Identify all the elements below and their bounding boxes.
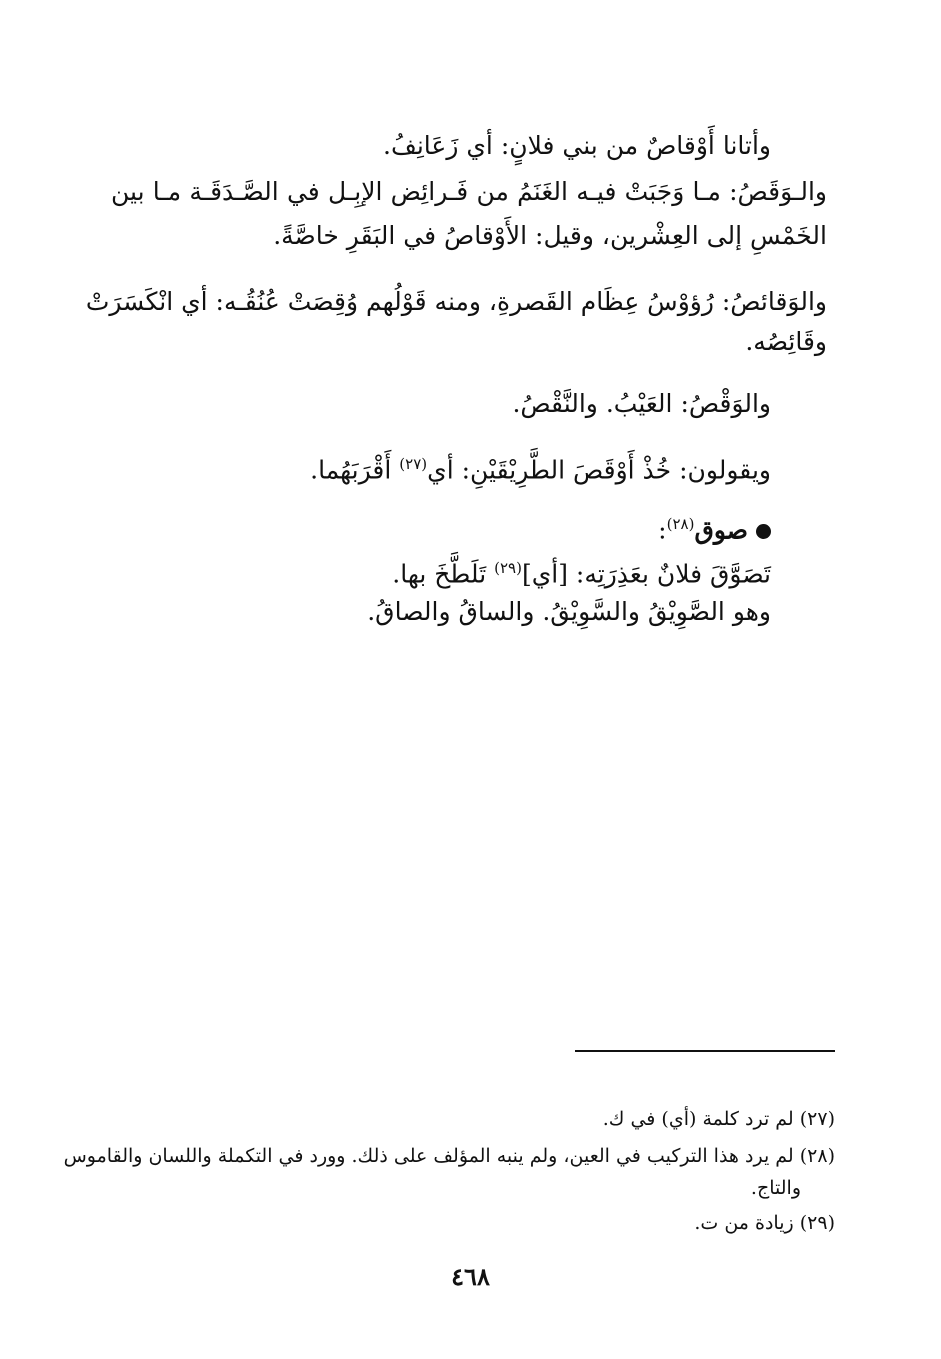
text-line: والوَقائصُ: رُؤوْسُ عِظَام القَصرةِ، ومنه قَوْلُهم وُقِصَتْ عُنُقُـه: أي انْكَسَرَتْ [85,287,827,316]
footnote-separator [575,1050,835,1052]
text-line: والـوَقَصُ: مـا وَجَبَتْ فيـه الغَنَمُ من فَـرائِض الإبِـل في الصَّـدَقَـة مـا بين [111,177,827,206]
text-line [310,444,771,490]
text-line: وهو الصَّوِيْقُ والسَّوِيْقُ. والساقُ والصاقُ. [367,597,771,626]
footnote-ref: (٢٧) [399,455,428,473]
footnote: والتاج. [750,1177,801,1199]
text-line: وقَائِصُه. [745,327,827,356]
text-segment: تَلَطَّخَ بها. [392,559,495,589]
entry-heading [658,504,771,550]
footnote: (٢٨) لم يرد هذا التركيب في العين، ولم ينبه المؤلف على ذلك. وورد في التكملة واللسان والقاموس [63,1145,835,1167]
heading-word: صوق [694,515,748,545]
text-line [392,548,771,594]
bullet-icon [756,524,771,539]
footnote-ref: (٢٩) [494,559,522,577]
text-line: والوَقْصُ: العَيْبُ. والنَّقْصُ. [512,389,771,418]
text-segment: ويقولون: خُذْ أَوْقَصَ الطَّرِيْقَيْنِ: أي [427,455,771,485]
text-segment: تَصَوَّقَ فلانٌ بعَذِرَتِه: [أي] [521,559,771,589]
footnote: (٢٩) زيادة من ت. [694,1212,835,1234]
text-line: وأتانا أَوْقاصٌ من بني فلانٍ: أي زَعَانِفُ. [383,131,771,160]
footnote-ref: (٢٨) [666,515,695,533]
footnote: (٢٧) لم ترد كلمة (أي) في ك. [602,1108,835,1130]
text-segment: أَقْرَبَهُما. [310,455,392,485]
text-line: الخَمْسِ إلى العِشْرين، وقيل: الأَوْقاصُ في البَقَرِ خاصَّةً. [273,221,827,250]
page-number: ٤٦٨ [451,1262,490,1291]
heading-colon: : [658,515,667,545]
